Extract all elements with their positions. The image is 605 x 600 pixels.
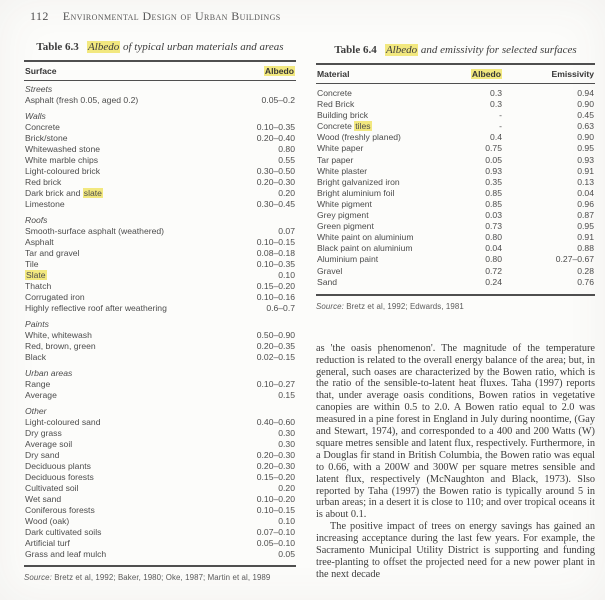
source-label: Source: [316,301,344,311]
albedo-cell: 0.15–0.20 [256,281,295,291]
albedo-cell: 0.50–0.90 [256,330,295,340]
emissivity-cell: 0.45 [577,110,594,121]
table-row [317,221,594,232]
table-row [25,494,295,505]
emissivity-cell: 0.28 [577,265,594,276]
table-6-4-header [316,63,595,84]
table-row [25,155,295,166]
emissivity-cell: 0.76 [577,276,594,287]
material-cell: Concrete [317,88,352,98]
highlight: Albedo [88,41,120,53]
material-cell: Building brick [317,110,369,121]
table-row [25,270,295,281]
surface-column-header: Surface [25,66,57,76]
surface-cell: Asphalt (fresh 0.05, aged 0.2) [25,95,139,105]
surface-cell: Deciduous forests [25,472,94,482]
emissivity-cell: 0.95 [577,143,594,154]
table-row [25,505,295,516]
group-label: Walls [25,111,46,121]
albedo-cell: 0.3 [490,88,502,98]
albedo-cell: 0.20–0.30 [256,177,295,187]
page-number: 112 [30,9,49,23]
table-row [25,199,295,210]
table-6-4-label: Table 6.4 [334,44,377,56]
table-6-4-title-text: Albedo and emissivity for selected surfaces [385,44,577,56]
material-cell: Gravel [317,265,343,276]
albedo-cell: 0.6–0.7 [266,303,295,313]
albedo-cell: 0.30 [278,428,295,438]
albedo-cell: 0.05 [485,154,502,165]
albedo-cell: 0.20–0.30 [256,461,295,471]
albedo-cell: 0.04 [485,243,502,254]
albedo-cell: - [499,110,502,121]
surface-cell: Cultivated soil [25,483,79,493]
table-6-3-rows [24,81,296,567]
surface-cell: Dark brick and slate [25,188,102,198]
table-row [317,99,594,110]
surface-group [25,111,295,210]
surface-cell: Light-coloured sand [25,417,101,427]
albedo-cell: 0.3 [490,99,502,110]
emissivity-cell: 0.95 [577,221,594,232]
surface-cell: Light-coloured brick [25,166,100,176]
albedo-cell: 0.80 [485,232,502,243]
highlight: Albedo [385,44,418,56]
highlight: Albedo [264,66,294,76]
table-row [317,266,594,277]
albedo-cell: 0.35 [485,176,502,187]
table-6-4-source [316,302,595,311]
table-row [25,177,295,188]
surface-cell: White, whitewash [25,330,92,340]
highlight: slate [83,188,102,198]
surface-cell: Dark cultivated soils [25,527,102,537]
albedo-cell: 0.15 [278,390,295,400]
albedo-cell: 0.05–0.2 [261,95,295,105]
material-cell: White pigment [317,198,372,209]
surface-cell: Tile [25,259,39,269]
source-text: Bretz et al, 1992; Edwards, 1981 [343,301,464,311]
table-row [25,303,295,314]
material-cell: White paper [317,143,364,154]
surface-group [25,215,295,314]
albedo-cell: 0.80 [278,144,295,154]
emissivity-cell: 0.94 [577,88,594,98]
surface-cell: Asphalt [25,237,54,247]
material-cell: White plaster [317,165,368,176]
highlight: Albedo [471,69,501,79]
albedo-cell: 0.07 [278,226,295,236]
table-row [25,379,295,390]
surface-cell: White marble chips [25,155,99,165]
group-label: Paints [25,319,49,329]
right-column [316,44,595,581]
table-row [317,121,594,132]
table-row [25,390,295,401]
albedo-cell: 0.08–0.18 [256,248,295,258]
surface-cell: Red, brown, green [25,341,96,351]
albedo-cell: 0.55 [278,155,295,165]
source-label: Source: [24,573,52,582]
table-6-4-rows [316,84,595,296]
table-row [25,133,295,144]
table-row [317,199,594,210]
albedo-cell: 0.72 [485,265,502,276]
table-row [25,527,295,538]
table-row [317,254,594,265]
running-head-title: Environmental Design of Urban Buildings [62,9,281,23]
table-row [25,516,295,527]
table-row [317,143,594,154]
surface-cell: Average [25,390,57,400]
surface-group [25,368,295,401]
material-cell: Bright aluminium foil [317,187,395,198]
surface-cell: Dry grass [25,428,62,438]
table-row [317,232,594,243]
paragraph: The positive impact of trees on energy savings has gained an increasing acceptance during the last few years. For example, the Sacramento Municipal Utility District is supporting and funding tree-planting to offset the projected need for a new power plant in the next decade [316,521,595,580]
material-cell: Concrete tiles [317,121,371,132]
surface-cell [25,270,47,281]
albedo-cell: 0.30–0.50 [256,166,295,176]
albedo-cell: 0.30–0.45 [256,199,295,209]
surface-cell: Thatch [25,281,52,291]
albedo-cell: 0.30 [278,439,295,449]
albedo-cell: 0.24 [485,276,502,287]
table-row [25,188,295,199]
albedo-cell: 0.40–0.60 [256,417,295,427]
albedo-cell: 0.10–0.35 [256,259,295,269]
albedo-cell: 0.05–0.10 [256,538,295,548]
table-row [25,472,295,483]
table-row [25,538,295,549]
table-row [25,330,295,341]
albedo-cell: 0.85 [485,198,502,209]
table-row [317,210,594,221]
table-row [25,461,295,472]
albedo-cell: 0.10 [278,270,295,280]
material-cell: Red Brick [317,99,355,110]
albedo-cell: 0.20–0.30 [256,450,295,460]
table-row [25,417,295,428]
paragraph: as 'the oasis phenomenon'. The magnitude of the temperature reduction is related to the overall energy balance of the area; but, in general, such oases are characterized by the Bowen ratio, which is the ratio of the sensible-to-latent heat fluxes. Taha (1997) reports that, under average oasis conditions, Bowen ratios in vegetative canopies are within 0.5 to 2.0. A Bowen ratio equal to 2.0 was measured in a pine forest in England in July during noontime, (Gay and Stewart, 1974), and corresponded to a 400 and 200 Watts (W) square metres sensible and latent flux, respectively. Furthermore, in a Douglas fir stand in British Columbia, the Bowen ratio was equal to 0.66, with a 200W and 300W per square metres sensible and latent flux, respectively (McNaughton and Black, 1973). Slso reported by Taha (1997) the Bowen ratio is typically around 5 in urban areas; in a desert it is close to 110; and over tropical oceans it is about 0.1. [316,342,595,521]
table-row [25,259,295,270]
source-text: Bretz et al, 1992; Baker, 1980; Oke, 1987; Martin et al, 1989 [51,573,271,582]
table-row [25,95,295,106]
table-row [317,110,594,121]
emissivity-cell: 0.90 [577,132,594,143]
albedo-cell: 0.10 [278,516,295,526]
albedo-cell: 0.10–0.20 [256,494,295,504]
group-label: Urban areas [25,368,73,378]
surface-cell: Black [25,352,47,362]
emissivity-cell: 0.13 [577,176,594,187]
surface-cell: Dry sand [25,450,60,460]
emissivity-cell: 0.27–0.67 [555,254,594,265]
table-row [25,292,295,303]
table-row [25,450,295,461]
albedo-cell: 0.20 [278,483,295,493]
surface-cell: Highly reflective roof after weathering [25,303,167,313]
albedo-cell: 0.02–0.15 [256,352,295,362]
material-cell: Wood (freshly planed) [317,132,401,143]
material-cell: Tar paper [317,154,354,165]
emissivity-cell: 0.63 [577,121,594,132]
group-label: Streets [25,84,53,94]
surface-cell: Limestone [25,199,65,209]
table-row [25,237,295,248]
albedo-cell: 0.4 [490,132,502,143]
albedo-cell: 0.10–0.27 [256,379,295,389]
material-cell: Sand [317,276,338,287]
emissivity-cell: 0.88 [577,243,594,254]
surface-cell: Grass and leaf mulch [25,549,107,559]
table-6-3-title-text: Albedo of typical urban materials and areas [88,41,284,53]
table-row [317,166,594,177]
table-row [25,352,295,363]
surface-cell: Concrete [25,122,60,132]
table-row [25,248,295,259]
table-row [25,226,295,237]
albedo-cell: 0.93 [485,165,502,176]
material-cell: Black paint on aluminium [317,243,413,254]
table-6-3-title [24,41,296,53]
surface-cell: Tar and gravel [25,248,80,258]
albedo-cell: 0.20–0.40 [256,133,295,143]
table-row [317,177,594,188]
material-column-header: Material [317,69,350,79]
table-row [25,166,295,177]
material-cell: Bright galvanized iron [317,176,400,187]
surface-cell: Corrugated iron [25,292,85,302]
surface-cell: Average soil [25,439,73,449]
emissivity-cell: 0.90 [577,99,594,110]
surface-group [25,84,295,106]
emissivity-cell: 0.87 [577,210,594,221]
surface-cell: Red brick [25,177,62,187]
albedo-cell: 0.80 [485,254,502,265]
table-row [317,243,594,254]
surface-cell: Smooth-surface asphalt (weathered) [25,226,165,236]
albedo-cell: 0.15–0.20 [256,472,295,482]
albedo-cell: 0.10–0.15 [256,237,295,247]
surface-group [25,319,295,363]
surface-cell: Wet sand [25,494,62,504]
surface-cell: Deciduous plants [25,461,91,471]
table-row [25,144,295,155]
table-6-3-header [24,60,296,81]
albedo-cell: 0.10–0.16 [256,292,295,302]
material-cell: Green pigment [317,221,374,232]
table-row [317,155,594,166]
albedo-cell: 0.85 [485,187,502,198]
table-row [25,439,295,450]
highlight: tiles [355,121,371,132]
albedo-cell: 0.10–0.15 [256,505,295,515]
albedo-cell: 0.05 [278,549,295,559]
group-label: Roofs [25,215,48,225]
table-row [25,122,295,133]
emissivity-cell: 0.96 [577,198,594,209]
albedo-cell: 0.10–0.35 [256,122,295,132]
albedo-cell: 0.07–0.10 [256,527,295,537]
albedo-column-header [264,66,295,76]
surface-cell: Range [25,379,51,389]
surface-cell: Whitewashed stone [25,144,100,154]
material-cell: White paint on aluminium [317,232,414,243]
albedo-column-header [440,69,502,79]
table-row [25,341,295,352]
table-row [25,281,295,292]
table-6-4-title [316,44,595,56]
left-column [24,41,296,582]
material-cell: Grey pigment [317,210,369,221]
material-cell: Aluminium paint [317,254,379,265]
table-row [25,428,295,439]
body-text [316,343,595,581]
surface-cell: Artificial turf [25,538,70,548]
emissivity-column-header: Emissivity [551,69,594,79]
table-row [317,88,594,99]
albedo-cell: - [499,121,502,132]
albedo-cell: 0.73 [485,221,502,232]
table-row [317,188,594,199]
emissivity-cell: 0.04 [577,187,594,198]
table-row [25,549,295,560]
albedo-cell: 0.20–0.35 [256,341,295,351]
surface-cell: Coniferous forests [25,505,95,515]
surface-group [25,406,295,560]
table-6-3-label: Table 6.3 [36,41,79,53]
surface-cell: Wood (oak) [25,516,70,526]
table-6-3-source [24,573,296,582]
table-row [317,132,594,143]
albedo-cell: 0.03 [485,210,502,221]
highlight: Slate [26,270,46,280]
group-label: Other [25,406,47,416]
table-row [317,277,594,288]
emissivity-cell: 0.93 [577,154,594,165]
running-head [30,9,281,24]
emissivity-cell: 0.91 [577,165,594,176]
surface-cell: Brick/stone [25,133,68,143]
emissivity-cell: 0.91 [577,232,594,243]
albedo-cell: 0.20 [278,188,295,198]
table-row [25,483,295,494]
albedo-cell: 0.75 [485,143,502,154]
